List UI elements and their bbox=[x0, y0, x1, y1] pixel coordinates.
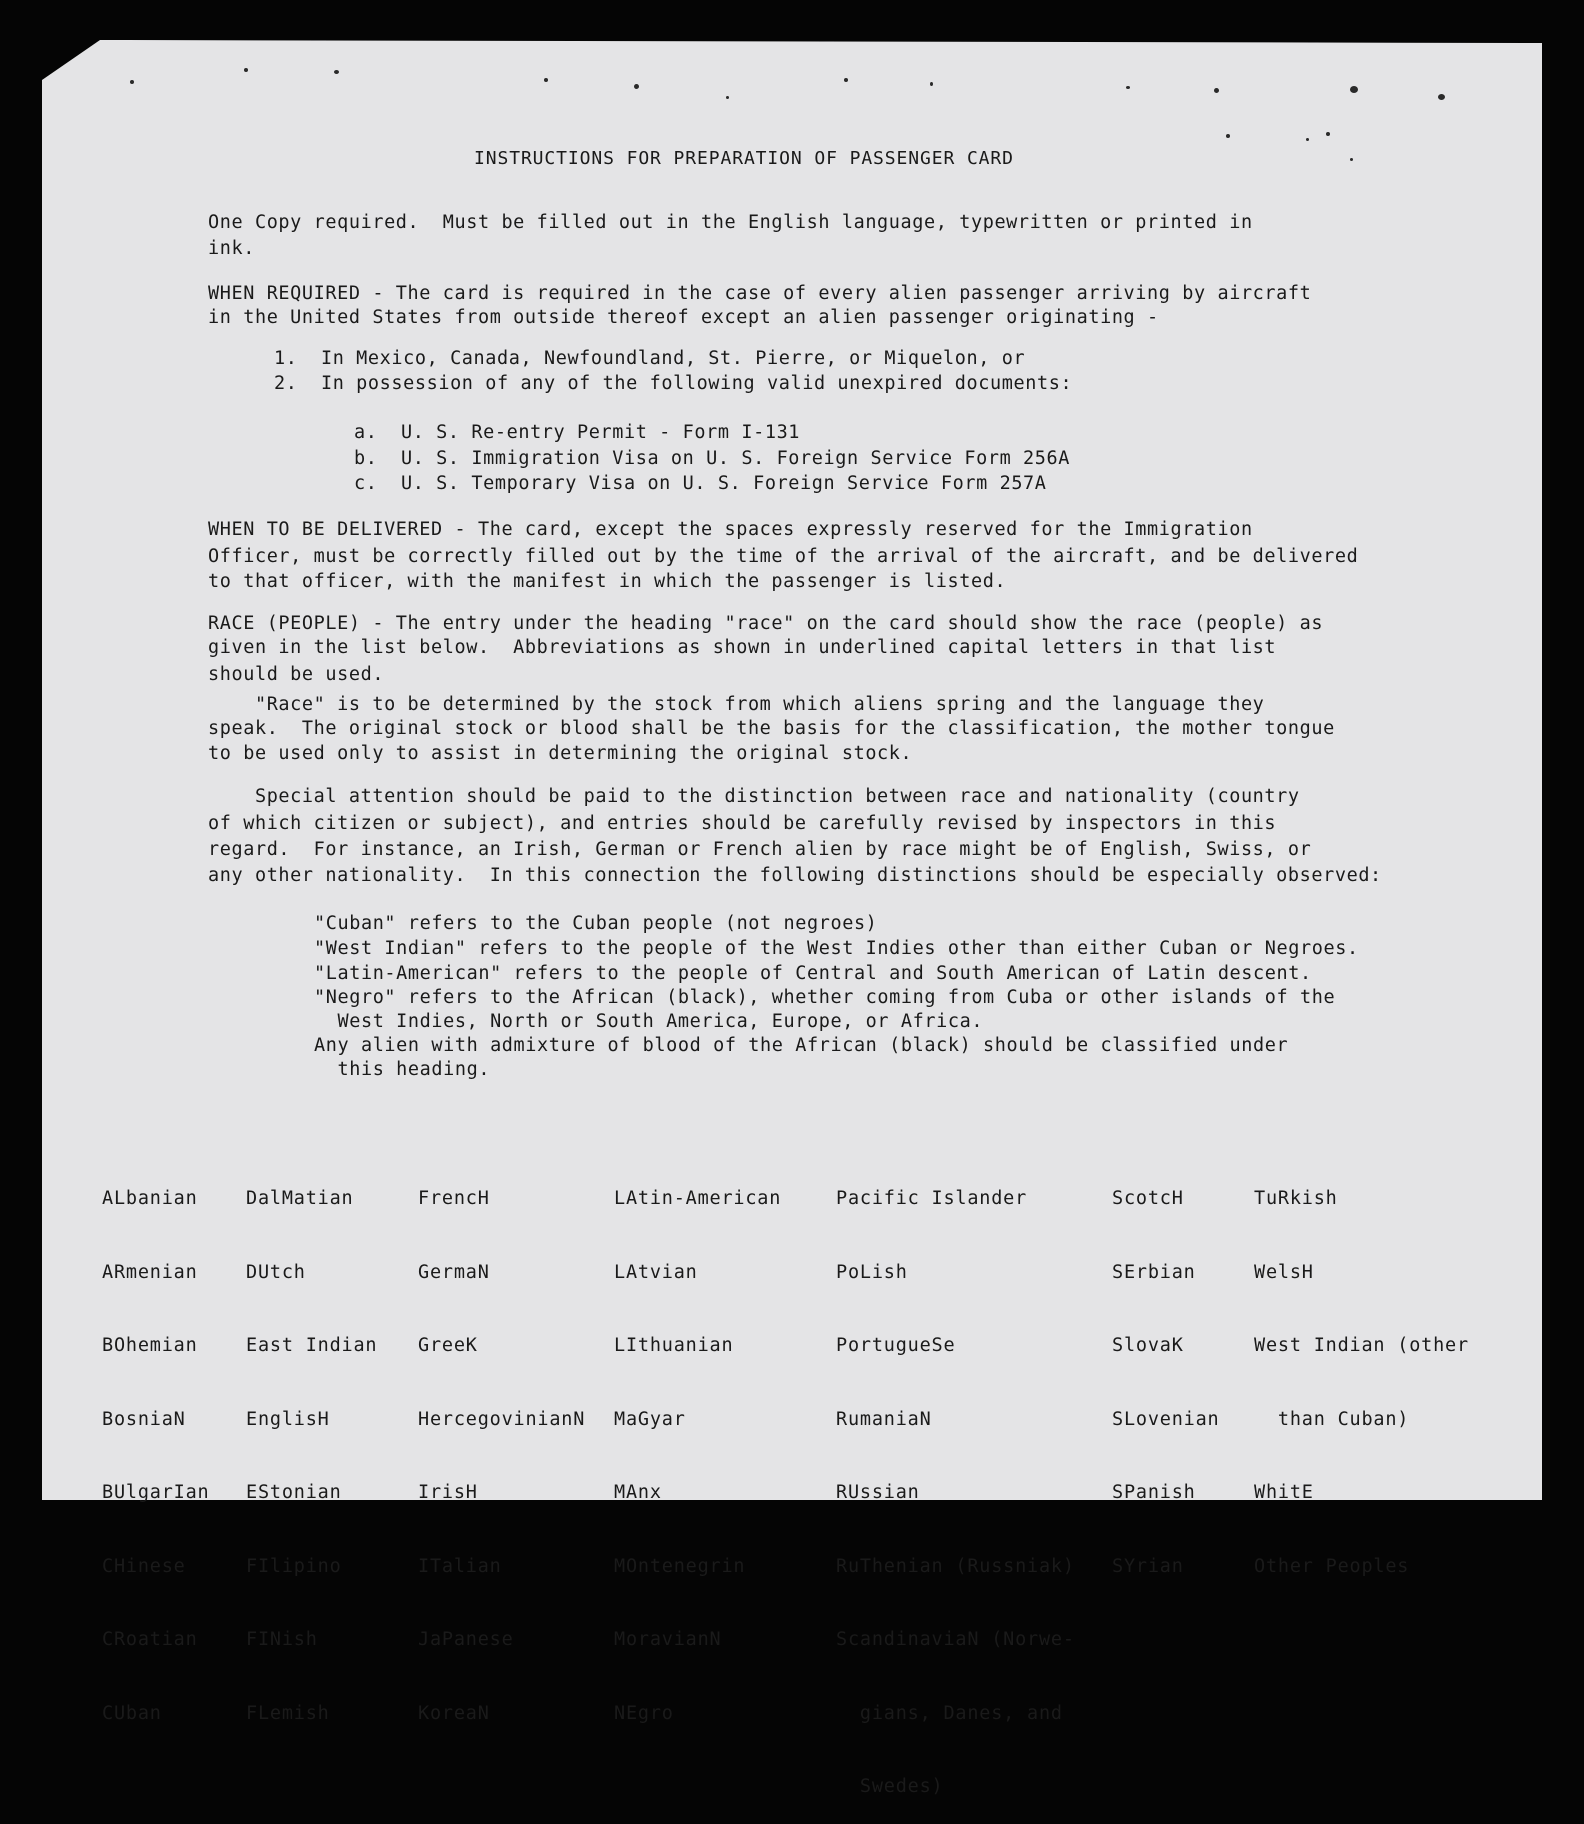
paper-speck bbox=[334, 70, 339, 74]
distinction-line: West Indies, North or South America, Europe, or Africa. bbox=[314, 1011, 984, 1032]
race-list-column bbox=[836, 1138, 1075, 1824]
race-list-column bbox=[1254, 1138, 1469, 1604]
paper-speck bbox=[1226, 134, 1230, 138]
distinction-line: this heading. bbox=[314, 1059, 491, 1080]
race-entry: NEgro bbox=[614, 1702, 674, 1724]
race-entry: FLemish bbox=[246, 1702, 330, 1724]
race-definition-line: "Race" is to be determined by the stock from which aliens spring and the language they bbox=[208, 694, 1265, 715]
race-entry: MOntenegrin bbox=[614, 1555, 746, 1577]
paper-speck bbox=[1350, 86, 1358, 93]
when-required-item: 2. In possession of any of the following valid unexpired documents: bbox=[274, 373, 1073, 394]
race-entry: ScotcH bbox=[1112, 1188, 1184, 1209]
intro-line: ink. bbox=[208, 238, 255, 259]
when-required-line: WHEN REQUIRED - The card is required in the case of every alien passenger arriving by aircraft bbox=[208, 283, 1312, 304]
race-entry: SPanish bbox=[1112, 1482, 1196, 1503]
race-entry: BosniaN bbox=[102, 1408, 186, 1430]
race-entry: LAtin-American bbox=[614, 1188, 782, 1209]
paper-speck bbox=[244, 68, 248, 72]
race-entry: ARmenian bbox=[102, 1261, 198, 1283]
race-entry: RUssian bbox=[836, 1482, 920, 1503]
race-entry: LIthuanian bbox=[614, 1335, 734, 1356]
special-attention-line: Special attention should be paid to the distinction between race and nationality (country bbox=[208, 786, 1300, 807]
race-definition-line: to be used only to assist in determining the original stock. bbox=[208, 743, 913, 764]
race-entry: CHinese bbox=[102, 1555, 186, 1577]
race-people-line: should be used. bbox=[208, 664, 385, 685]
race-entry: IrisH bbox=[418, 1482, 478, 1503]
race-people-line: RACE (PEOPLE) - The entry under the heading "race" on the card should show the race (people) as bbox=[208, 613, 1324, 634]
intro-line: One Copy required. Must be filled out in the English language, typewritten or printed in bbox=[208, 212, 1253, 233]
race-entry: WelsH bbox=[1254, 1261, 1314, 1283]
race-entry: GreeK bbox=[418, 1335, 478, 1356]
paper-speck bbox=[1438, 94, 1445, 100]
race-list-column bbox=[614, 1138, 781, 1751]
race-entry: DalMatian bbox=[246, 1188, 354, 1209]
distinction-line: "Negro" refers to the African (black), whether coming from Cuba or other islands of the bbox=[314, 987, 1336, 1008]
race-entry: West Indian (other bbox=[1254, 1335, 1469, 1356]
race-list-column bbox=[246, 1138, 377, 1751]
race-entry: GermaN bbox=[418, 1261, 490, 1283]
race-entry: than Cuban) bbox=[1254, 1408, 1410, 1430]
race-entry: Other Peoples bbox=[1254, 1555, 1410, 1577]
race-entry: RuThenian (Russniak) bbox=[836, 1555, 1075, 1577]
race-entry: SLovenian bbox=[1112, 1408, 1220, 1430]
race-entry: FIlipino bbox=[246, 1555, 342, 1577]
race-entry: CUban bbox=[102, 1702, 162, 1724]
special-attention-line: regard. For instance, an Irish, German or French alien by race might be of English, Swiss, or bbox=[208, 839, 1312, 860]
document-title: INSTRUCTIONS FOR PREPARATION OF PASSENGER CARD bbox=[474, 148, 1014, 169]
race-entry: MAnx bbox=[614, 1482, 662, 1503]
paper-speck bbox=[1350, 158, 1353, 161]
race-entry: ITalian bbox=[418, 1555, 502, 1577]
race-entry: EStonian bbox=[246, 1482, 342, 1503]
paper-speck bbox=[1126, 86, 1130, 89]
race-entry: FrencH bbox=[418, 1188, 490, 1209]
when-required-line: in the United States from outside thereof except an alien passenger originating - bbox=[208, 307, 1159, 328]
special-attention-line: any other nationality. In this connection the following distinctions should be especially observed: bbox=[208, 865, 1382, 886]
paper-speck bbox=[1306, 138, 1309, 141]
race-entry: PoLish bbox=[836, 1261, 908, 1283]
race-entry: SYrian bbox=[1112, 1555, 1184, 1577]
race-list-column bbox=[418, 1138, 585, 1751]
race-entry: FINish bbox=[246, 1629, 318, 1650]
race-entry: SlovaK bbox=[1112, 1335, 1184, 1356]
paper-speck bbox=[544, 78, 548, 82]
race-entry: LAtvian bbox=[614, 1261, 698, 1283]
distinction-line: "Latin-American" refers to the people of Central and South American of Latin descent. bbox=[314, 963, 1312, 984]
race-entry: KoreaN bbox=[418, 1702, 490, 1724]
race-entry: HercegovinianN bbox=[418, 1408, 586, 1430]
paper-speck bbox=[1214, 88, 1219, 93]
race-entry: SErbian bbox=[1112, 1261, 1196, 1283]
when-delivered-line: Officer, must be correctly filled out by the time of the arrival of the aircraft, and be delivered bbox=[208, 546, 1359, 567]
distinction-line: "West Indian" refers to the people of the West Indies other than either Cuban or Negroes. bbox=[314, 938, 1359, 959]
document-item: b. U. S. Immigration Visa on U. S. Foreign Service Form 256A bbox=[354, 448, 1071, 469]
race-entry: JaPanese bbox=[418, 1629, 514, 1650]
race-entry: Pacific Islander bbox=[836, 1188, 1028, 1209]
distinction-line: "Cuban" refers to the Cuban people (not negroes) bbox=[314, 913, 878, 934]
document-item: a. U. S. Re-entry Permit - Form I-131 bbox=[354, 422, 801, 443]
when-delivered-line: to that officer, with the manifest in which the passenger is listed. bbox=[208, 571, 1007, 592]
race-entry: East Indian bbox=[246, 1335, 378, 1356]
race-definition-line: speak. The original stock or blood shall be the basis for the classification, the mother tongue bbox=[208, 718, 1335, 739]
special-attention-line: of which citizen or subject), and entries should be carefully revised by inspectors in this bbox=[208, 813, 1277, 834]
race-entry: Swedes) bbox=[836, 1776, 944, 1797]
race-list-column bbox=[102, 1138, 209, 1751]
race-entry: BOhemian bbox=[102, 1335, 198, 1356]
distinction-line: Any alien with admixture of blood of the African (black) should be classified under bbox=[314, 1035, 1289, 1056]
race-entry: DUtch bbox=[246, 1261, 306, 1283]
race-entry: BUlgarIan bbox=[102, 1482, 210, 1503]
paper-speck bbox=[1326, 132, 1330, 136]
race-entry: gians, Danes, and bbox=[836, 1702, 1063, 1724]
paper-speck bbox=[634, 84, 639, 89]
document-item: c. U. S. Temporary Visa on U. S. Foreign Service Form 257A bbox=[354, 473, 1047, 494]
race-entry: TuRkish bbox=[1254, 1188, 1338, 1209]
race-list-column bbox=[1112, 1138, 1219, 1604]
race-entry: CRoatian bbox=[102, 1629, 198, 1650]
paper-speck bbox=[844, 78, 848, 82]
paper-speck bbox=[930, 82, 933, 86]
race-entry: EnglisH bbox=[246, 1408, 330, 1430]
race-entry: PortugueSe bbox=[836, 1335, 956, 1356]
when-required-item: 1. In Mexico, Canada, Newfoundland, St. Pierre, or Miquelon, or bbox=[274, 348, 1026, 369]
race-entry: MaGyar bbox=[614, 1408, 686, 1430]
race-people-line: given in the list below. Abbreviations as shown in underlined capital letters in that list bbox=[208, 637, 1277, 658]
race-entry: RumaniaN bbox=[836, 1408, 932, 1430]
race-entry: ScandinaviaN (Norwe- bbox=[836, 1629, 1075, 1650]
race-entry: ALbanian bbox=[102, 1188, 198, 1209]
paper-speck bbox=[130, 80, 134, 84]
race-entry: MoravianN bbox=[614, 1629, 722, 1650]
when-delivered-line: WHEN TO BE DELIVERED - The card, except the spaces expressly reserved for the Immigration bbox=[208, 519, 1253, 540]
race-entry: WhitE bbox=[1254, 1482, 1314, 1503]
paper-speck bbox=[726, 96, 729, 99]
